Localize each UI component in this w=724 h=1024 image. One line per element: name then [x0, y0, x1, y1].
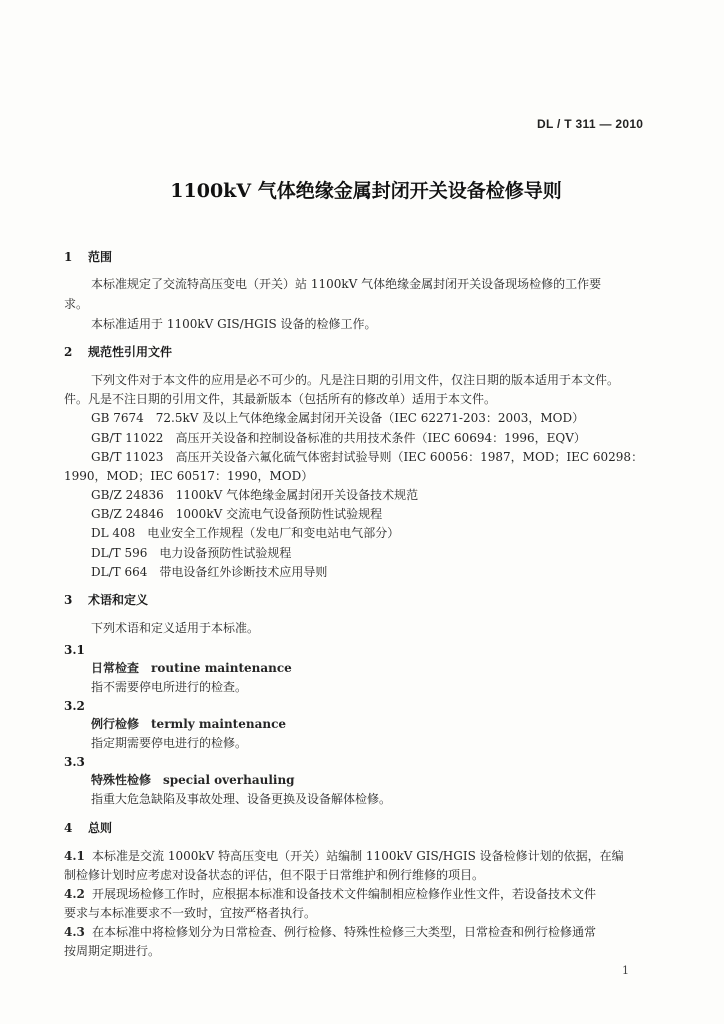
section-1-heading — [64, 249, 112, 265]
term-number: 3.2 — [64, 699, 85, 713]
reference-item-continued: 1990，MOD；IEC 60517：1990，MOD） — [64, 469, 314, 483]
term-definition: 指重大危急缺陷及事故处理、设备更换及设备解体检修。 — [91, 792, 392, 806]
term-en: routine maintenance — [151, 661, 292, 675]
reference-item: GB/T 11023 高压开关设备六氟化硫气体密封试验导则（IEC 60056：1987，MOD；IEC 60298： — [91, 450, 644, 464]
term-en: special overhauling — [163, 773, 295, 787]
reference-item: DL/T 664 带电设备红外诊断技术应用导则 — [91, 565, 328, 579]
standard-code: DL / T 311 — 2010 — [537, 117, 644, 131]
section-number: 1 — [64, 250, 73, 264]
term-name — [91, 660, 292, 676]
term-name — [91, 716, 286, 732]
clause-line-continued: 要求与本标准要求不一致时，宜按严格者执行。 — [64, 906, 317, 920]
clause-line — [64, 924, 596, 940]
clause-number: 4.1 — [64, 849, 85, 863]
term-zh: 特殊性检修 — [91, 773, 152, 787]
section-number: 2 — [64, 345, 73, 359]
term-definition: 指不需要停电所进行的检查。 — [91, 680, 248, 694]
section-3-heading — [64, 592, 148, 608]
reference-item: DL/T 596 电力设备预防性试验规程 — [91, 546, 292, 560]
clause-line-continued: 制检修计划时应考虑对设备状态的评估，但不限于日常维护和例行维修的项目。 — [64, 868, 485, 882]
section-1-para-2: 本标准适用于 1100kV GIS/HGIS 设备的检修工作。 — [91, 317, 377, 331]
clause-number: 4.2 — [64, 887, 85, 901]
clause-text: 开展现场检修工作时，应根据本标准和设备技术文件编制相应检修作业性文件，若设备技术文件 — [92, 887, 597, 901]
section-title: 规范性引用文件 — [88, 345, 173, 359]
clause-line-continued: 按周期定期进行。 — [64, 944, 161, 958]
reference-item: GB 7674 72.5kV 及以上气体绝缘金属封闭开关设备（IEC 62271-203：2003，MOD） — [91, 411, 585, 425]
clause-text: 在本标准中将检修划分为日常检查、例行检修、特殊性检修三大类型，日常检查和例行检修通常 — [92, 925, 597, 939]
section-2-intro-line-1: 下列文件对于本文件的应用是必不可少的。凡是注日期的引用文件，仅注日期的版本适用于本文件。 — [91, 373, 620, 387]
section-1-para-1-line-1: 本标准规定了交流特高压变电（开关）站 1100kV 气体绝缘金属封闭开关设备现场检修的工作要 — [91, 277, 602, 291]
section-title: 术语和定义 — [88, 593, 149, 607]
term-zh: 日常检查 — [91, 661, 140, 675]
term-en: termly maintenance — [151, 717, 287, 731]
section-2-heading — [64, 344, 172, 360]
clause-line — [64, 886, 596, 902]
term-number: 3.1 — [64, 643, 85, 657]
reference-item: DL 408 电业安全工作规程（发电厂和变电站电气部分） — [91, 526, 400, 540]
clause-line — [64, 848, 624, 864]
term-name — [91, 772, 295, 788]
section-3-intro: 下列术语和定义适用于本标准。 — [91, 621, 260, 635]
section-title: 总则 — [88, 821, 113, 835]
section-2-intro-line-2: 件。凡是不注日期的引用文件，其最新版本（包括所有的修改单）适用于本文件。 — [64, 392, 497, 406]
section-number: 4 — [64, 821, 73, 835]
reference-item: GB/T 11022 高压开关设备和控制设备标准的共用技术条件（IEC 60694：1996，EQV） — [91, 431, 586, 445]
document-title: 1100kV 气体绝缘金属封闭开关设备检修导则 — [170, 180, 562, 202]
reference-item: GB/Z 24846 1000kV 交流电气设备预防性试验规程 — [91, 507, 383, 521]
term-number: 3.3 — [64, 755, 85, 769]
clause-number: 4.3 — [64, 925, 85, 939]
term-zh: 例行检修 — [91, 717, 140, 731]
section-number: 3 — [64, 593, 73, 607]
term-definition: 指定期需要停电进行的检修。 — [91, 736, 248, 750]
section-1-para-1-line-2: 求。 — [64, 297, 89, 311]
page-number: 1 — [622, 964, 629, 977]
clause-text: 本标准是交流 1000kV 特高压变电（开关）站编制 1100kV GIS/HGIS 设备检修计划的依据，在编 — [92, 849, 624, 863]
reference-item: GB/Z 24836 1100kV 气体绝缘金属封闭开关设备技术规范 — [91, 488, 419, 502]
section-title: 范围 — [88, 250, 113, 264]
section-4-heading — [64, 820, 112, 836]
